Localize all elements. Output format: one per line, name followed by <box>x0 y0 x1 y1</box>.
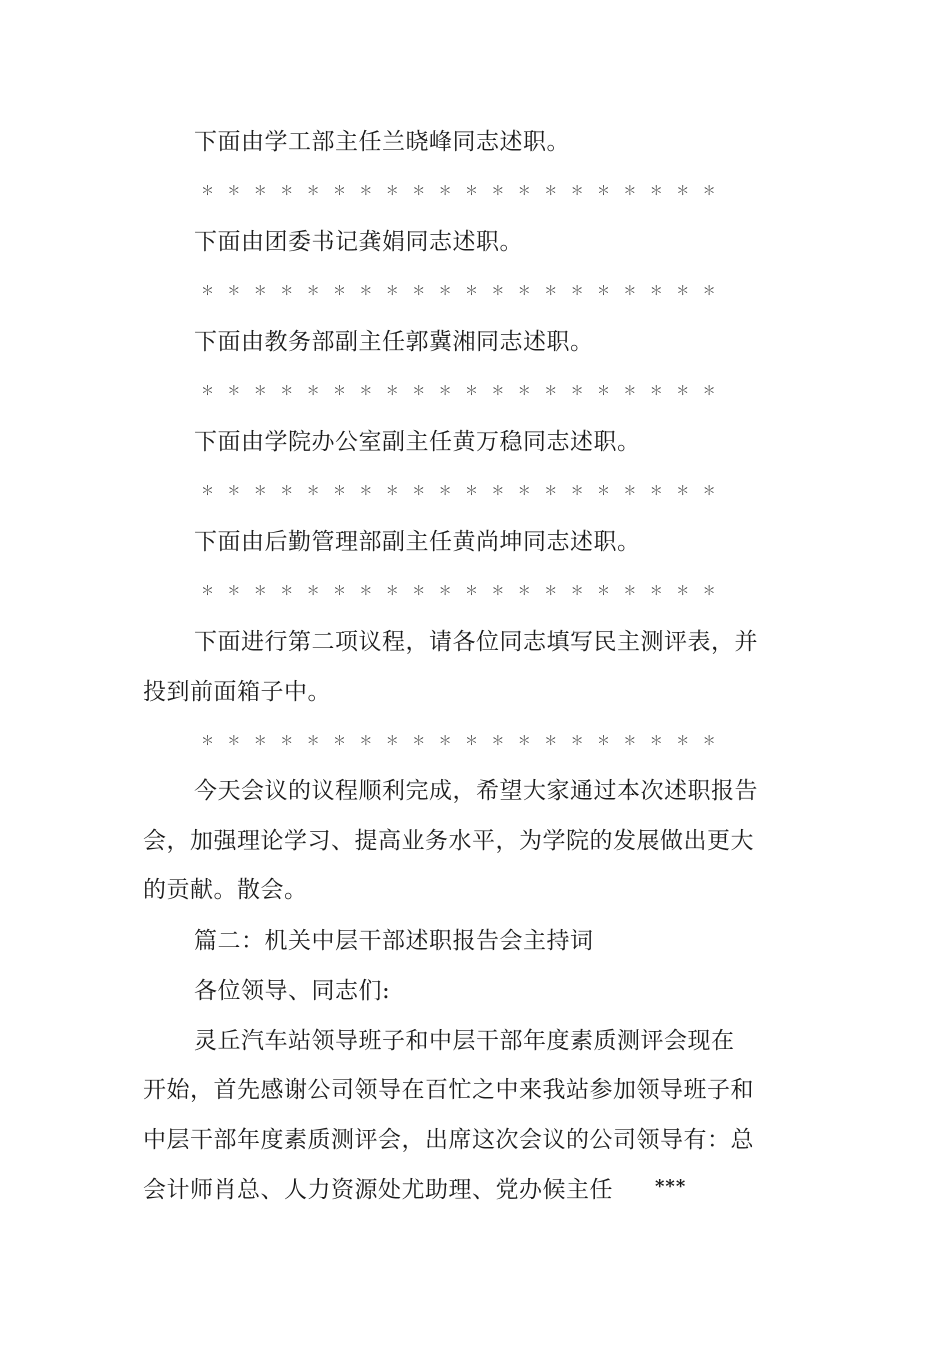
section-heading: 篇二：机关中层干部述职报告会主持词 <box>194 928 594 954</box>
paragraph-speaker-5: 下面由后勤管理部副主任黄尚坤同志述职。 <box>194 529 641 555</box>
paragraph-speaker-2: 下面由团委书记龚娟同志述职。 <box>194 229 523 255</box>
paragraph-speaker-3: 下面由教务部副主任郭冀湘同志述职。 <box>194 329 594 355</box>
paragraph-closing-line-3: 的贡献。散会。 <box>143 877 308 903</box>
separator-stars: ＊＊＊＊＊＊＊＊＊＊＊＊＊＊＊＊＊＊＊＊ <box>201 284 730 299</box>
separator-stars: ＊＊＊＊＊＊＊＊＊＊＊＊＊＊＊＊＊＊＊＊ <box>201 584 730 599</box>
separator-stars: ＊＊＊＊＊＊＊＊＊＊＊＊＊＊＊＊＊＊＊＊ <box>201 384 730 399</box>
separator-stars: ＊＊＊＊＊＊＊＊＊＊＊＊＊＊＊＊＊＊＊＊ <box>201 484 730 499</box>
redacted-names-stars: *** <box>655 1176 687 1197</box>
salutation: 各位领导、同志们: <box>194 978 391 1004</box>
separator-stars: ＊＊＊＊＊＊＊＊＊＊＊＊＊＊＊＊＊＊＊＊ <box>201 734 730 749</box>
separator-stars: ＊＊＊＊＊＊＊＊＊＊＊＊＊＊＊＊＊＊＊＊ <box>201 184 730 199</box>
paragraph-speaker-1: 下面由学工部主任兰晓峰同志述职。 <box>194 129 570 155</box>
paragraph-closing-line-1: 今天会议的议程顺利完成，希望大家通过本次述职报告 <box>194 778 758 804</box>
paragraph-intro-line-2: 开始，首先感谢公司领导在百忙之中来我站参加领导班子和 <box>143 1077 754 1103</box>
paragraph-agenda-line-1: 下面进行第二项议程，请各位同志填写民主测评表，并 <box>194 629 758 655</box>
paragraph-speaker-4: 下面由学院办公室副主任黄万稳同志述职。 <box>194 429 641 455</box>
paragraph-agenda-line-2: 投到前面箱子中。 <box>143 679 331 705</box>
paragraph-closing-line-2: 会，加强理论学习、提高业务水平，为学院的发展做出更大 <box>143 828 754 854</box>
paragraph-intro-line-1: 灵丘汽车站领导班子和中层干部年度素质测评会现在 <box>194 1028 735 1054</box>
paragraph-intro-line-4: 会计师肖总、人力资源处尤助理、党办候主任 <box>143 1177 613 1203</box>
paragraph-intro-line-3: 中层干部年度素质测评会，出席这次会议的公司领导有：总 <box>143 1127 754 1153</box>
